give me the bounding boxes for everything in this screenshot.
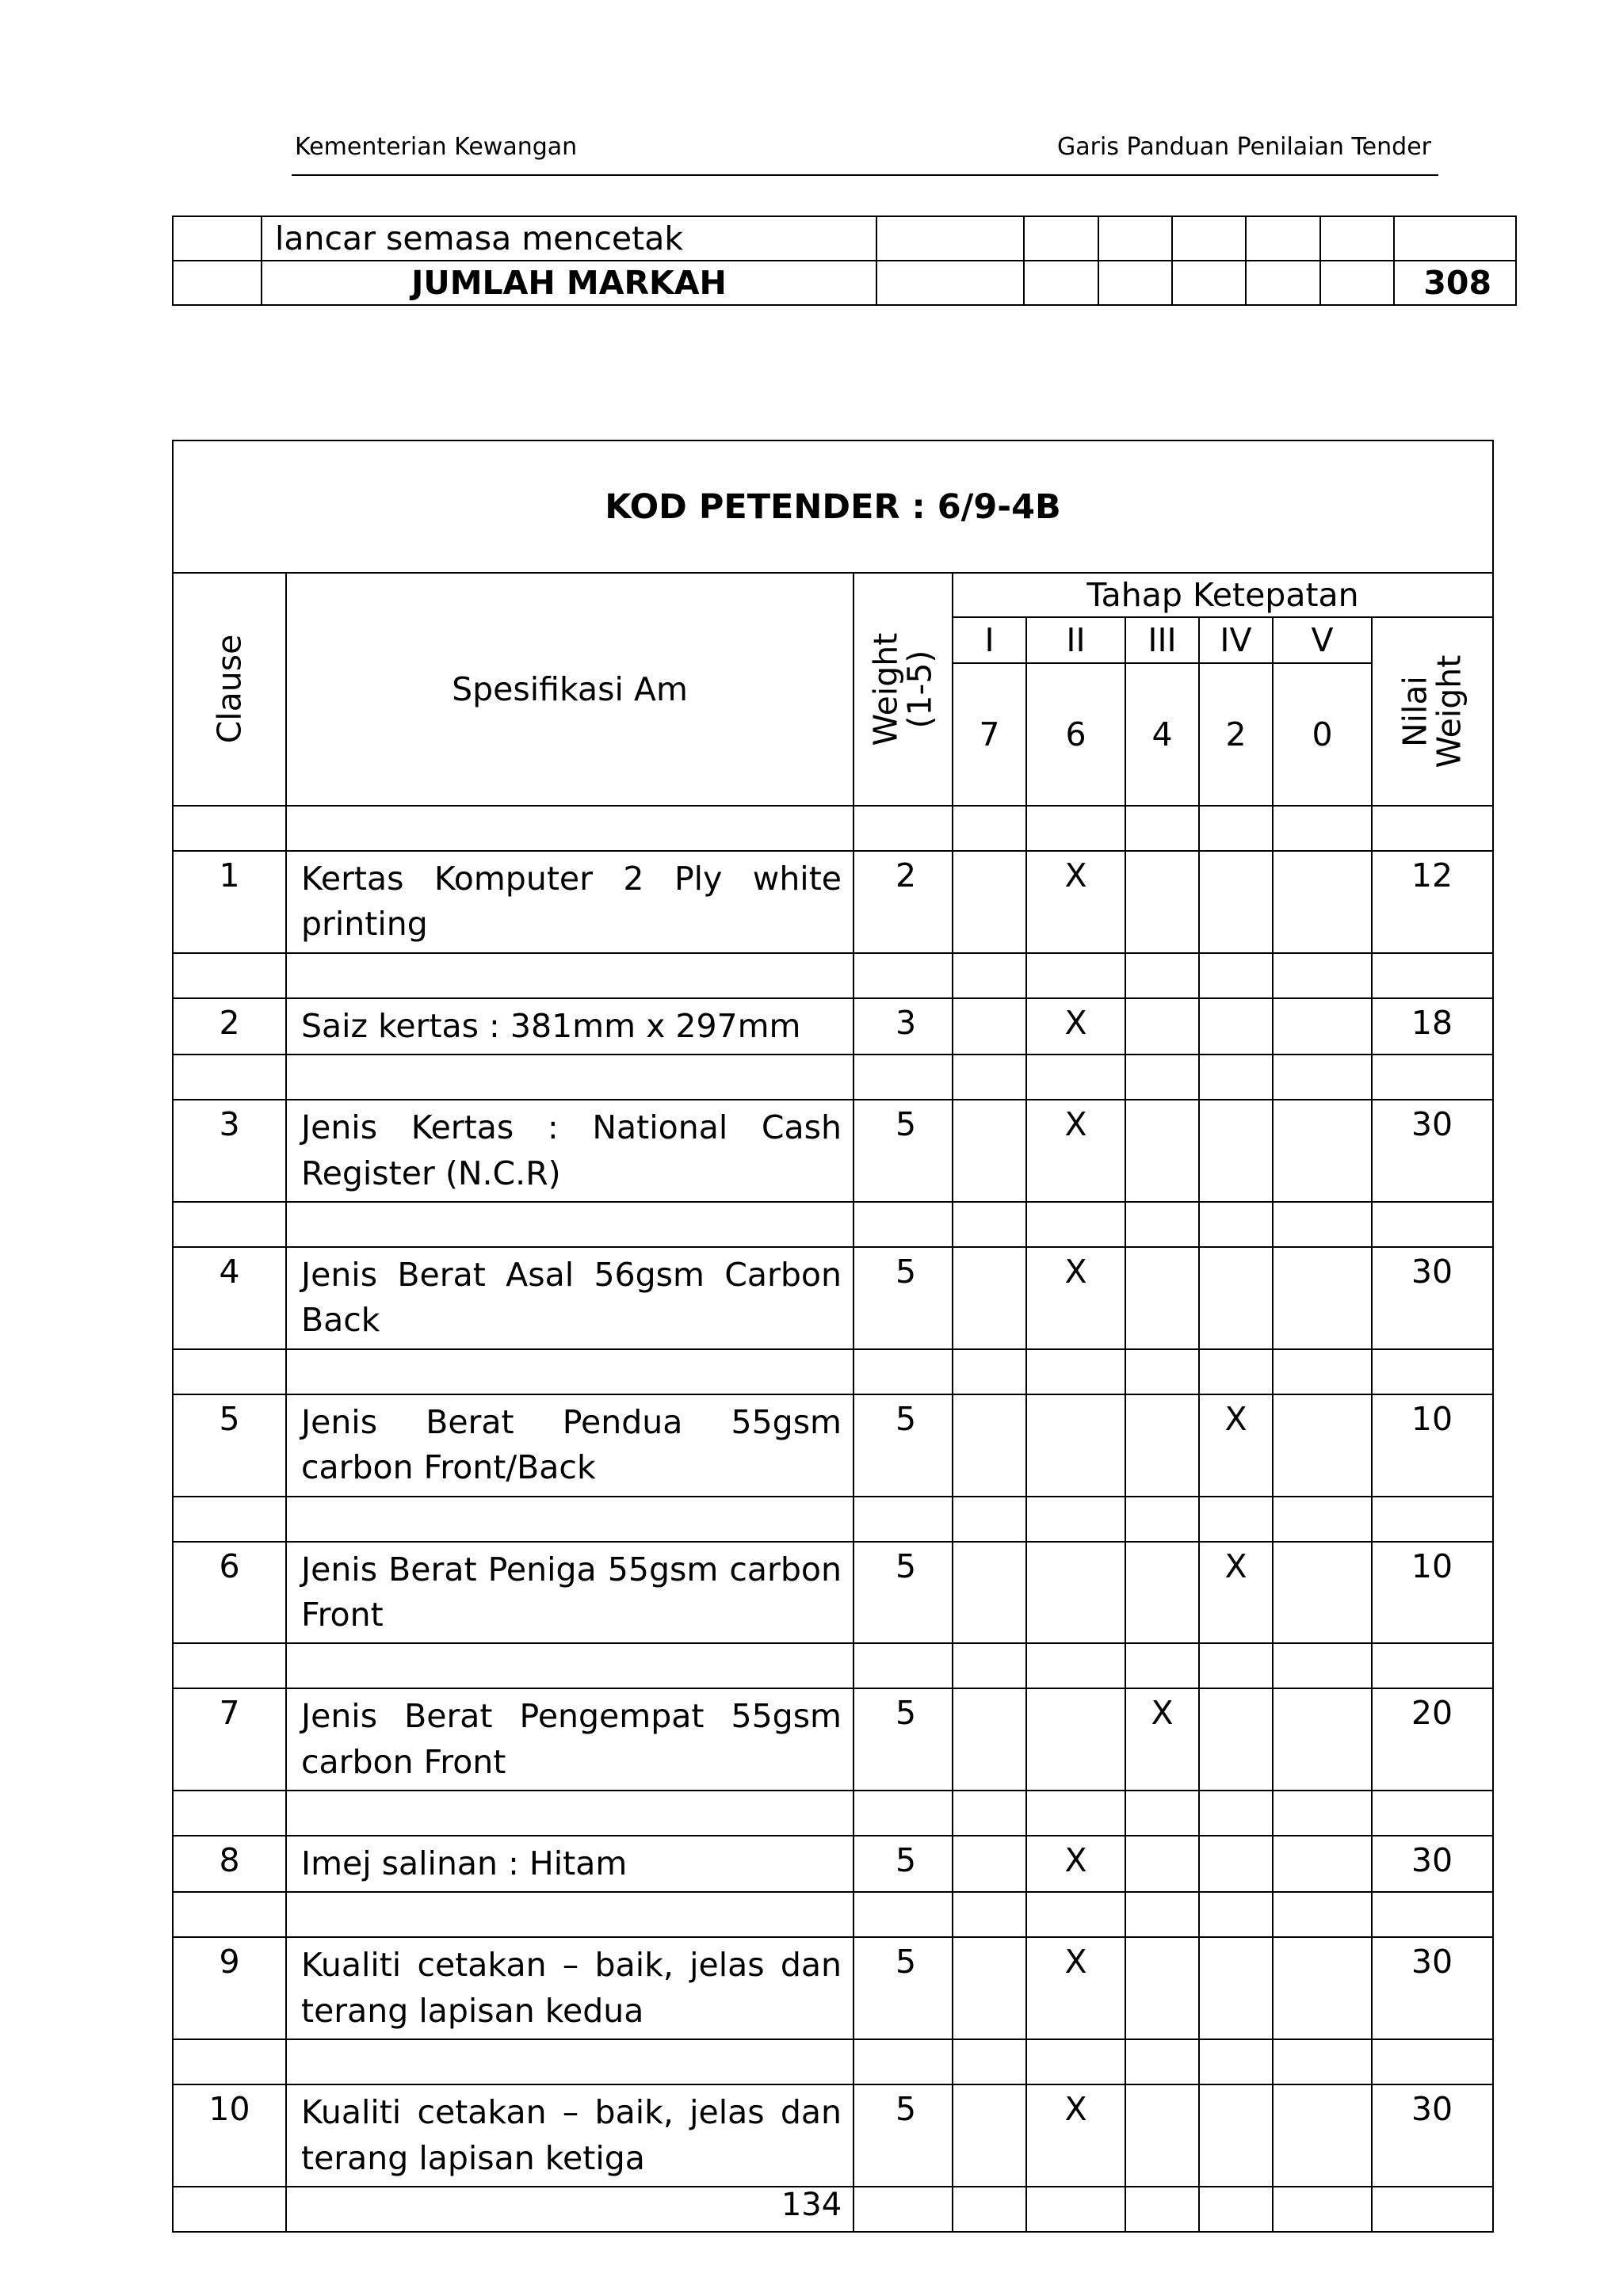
- clause-number: 6: [173, 1542, 286, 1644]
- summary-row-continuation: [173, 216, 1516, 261]
- level-ii: II: [1026, 617, 1125, 663]
- level-mark: [1199, 851, 1273, 953]
- nilai-value: 30: [1372, 1247, 1493, 1349]
- tahap-header: Tahap Ketepatan: [953, 573, 1493, 617]
- level-i: I: [953, 617, 1026, 663]
- weight-value: 5: [854, 1937, 953, 2039]
- weight-value: 5: [854, 2084, 953, 2187]
- clause-number: 5: [173, 1394, 286, 1497]
- header-document-title: Garis Panduan Penilaian Tender: [1057, 133, 1431, 161]
- weight-header: [854, 573, 953, 806]
- clause-header-label: Clause: [209, 635, 248, 744]
- spacer-row: [173, 1055, 1493, 1100]
- level-mark: [1199, 998, 1273, 1055]
- total-value: 308: [1394, 261, 1516, 305]
- table-row: [173, 1836, 1493, 1892]
- clause-number: 10: [173, 2084, 286, 2187]
- spacer-row: [173, 953, 1493, 998]
- level-mark: [1273, 1247, 1372, 1349]
- spec-text: Kualiti cetakan – baik, jelas dan terang lapisan ketiga: [286, 2084, 854, 2187]
- weight-value: 5: [854, 1542, 953, 1644]
- level-iv: IV: [1199, 617, 1273, 663]
- score-iv: 2: [1199, 663, 1273, 806]
- nilai-value: 10: [1372, 1394, 1493, 1497]
- weight-header-label: Weight (1-5): [866, 632, 939, 746]
- level-mark: [1125, 1394, 1199, 1497]
- summary-row-total: [173, 261, 1516, 305]
- level-mark: [1199, 1100, 1273, 1202]
- evaluation-table: [172, 440, 1494, 2233]
- level-mark: X: [1125, 1688, 1199, 1791]
- table-row: [173, 1247, 1493, 1349]
- score-v: 0: [1273, 663, 1372, 806]
- summary-table: [172, 215, 1517, 306]
- clause-number: 4: [173, 1247, 286, 1349]
- spec-text: Jenis Berat Pengempat 55gsm carbon Front: [286, 1688, 854, 1791]
- nilai-value: 30: [1372, 1836, 1493, 1892]
- weight-value: 5: [854, 1100, 953, 1202]
- spacer-row: [173, 1497, 1493, 1542]
- level-iii: III: [1125, 617, 1199, 663]
- table-row: [173, 2084, 1493, 2187]
- weight-value: 5: [854, 1836, 953, 1892]
- nilai-header-label: Nilai Weight: [1396, 654, 1468, 769]
- table-row: [173, 851, 1493, 953]
- spacer-row: [173, 1791, 1493, 1836]
- level-mark: [953, 1937, 1026, 2039]
- level-mark: [1273, 2084, 1372, 2187]
- level-mark: [1199, 1836, 1273, 1892]
- header-ministry: Kementerian Kewangan: [295, 133, 578, 161]
- table-row: [173, 1688, 1493, 1791]
- level-mark: [1199, 1688, 1273, 1791]
- spacer-row: [173, 2039, 1493, 2084]
- weight-value: 3: [854, 998, 953, 1055]
- spacer-row: [173, 1892, 1493, 1937]
- level-mark: [1273, 998, 1372, 1055]
- level-mark: X: [1026, 1836, 1125, 1892]
- nilai-value: 30: [1372, 1100, 1493, 1202]
- level-mark: [1273, 1100, 1372, 1202]
- clause-number: 7: [173, 1688, 286, 1791]
- level-mark: [1125, 1542, 1199, 1644]
- nilai-value: 30: [1372, 2084, 1493, 2187]
- level-mark: [1273, 1394, 1372, 1497]
- nilai-value: 30: [1372, 1937, 1493, 2039]
- clause-header: [173, 573, 286, 806]
- level-mark: [1273, 1836, 1372, 1892]
- page-number: 134: [781, 2187, 842, 2223]
- nilai-value: 10: [1372, 1542, 1493, 1644]
- table-row: [173, 1542, 1493, 1644]
- level-v: V: [1273, 617, 1372, 663]
- clause-number: 1: [173, 851, 286, 953]
- score-ii: 6: [1026, 663, 1125, 806]
- level-mark: [1199, 1937, 1273, 2039]
- spacer-row: [173, 1643, 1493, 1688]
- level-mark: [1273, 1937, 1372, 2039]
- weight-value: 5: [854, 1247, 953, 1349]
- table-row: [173, 1100, 1493, 1202]
- level-mark: X: [1199, 1542, 1273, 1644]
- evaluation-rows: [173, 806, 1493, 2232]
- level-mark: [953, 1542, 1026, 1644]
- level-mark: [953, 2084, 1026, 2187]
- level-mark: [953, 851, 1026, 953]
- table-title: KOD PETENDER : 6/9-4B: [173, 441, 1493, 573]
- nilai-header: [1372, 617, 1493, 806]
- nilai-value: 12: [1372, 851, 1493, 953]
- level-mark: [953, 1247, 1026, 1349]
- level-mark: X: [1026, 851, 1125, 953]
- level-mark: X: [1026, 998, 1125, 1055]
- table-row: [173, 1937, 1493, 2039]
- level-mark: [1273, 851, 1372, 953]
- level-mark: [1125, 851, 1199, 953]
- level-mark: [1125, 1937, 1199, 2039]
- level-mark: [953, 1836, 1026, 1892]
- spec-text: Jenis Kertas : National Cash Register (N.C.R): [286, 1100, 854, 1202]
- total-label: JUMLAH MARKAH: [262, 261, 876, 305]
- spec-text: Imej salinan : Hitam: [286, 1836, 854, 1892]
- score-i: 7: [953, 663, 1026, 806]
- level-mark: [1026, 1688, 1125, 1791]
- level-mark: X: [1026, 1247, 1125, 1349]
- level-mark: [1026, 1394, 1125, 1497]
- level-mark: [953, 998, 1026, 1055]
- clause-number: 3: [173, 1100, 286, 1202]
- level-mark: [953, 1394, 1026, 1497]
- spec-text: Saiz kertas : 381mm x 297mm: [286, 998, 854, 1055]
- table-row: [173, 998, 1493, 1055]
- continued-spec-text: lancar semasa mencetak: [262, 216, 876, 261]
- clause-number: 2: [173, 998, 286, 1055]
- spec-text: Kertas Komputer 2 Ply white printing: [286, 851, 854, 953]
- level-mark: X: [1026, 1937, 1125, 2039]
- spec-text: Jenis Berat Peniga 55gsm carbon Front: [286, 1542, 854, 1644]
- score-iii: 4: [1125, 663, 1199, 806]
- nilai-value: 20: [1372, 1688, 1493, 1791]
- level-mark: [1199, 2084, 1273, 2187]
- spacer-row: [173, 1349, 1493, 1394]
- weight-value: 5: [854, 1394, 953, 1497]
- level-mark: [953, 1688, 1026, 1791]
- weight-value: 5: [854, 1688, 953, 1791]
- level-mark: [1199, 1247, 1273, 1349]
- header-divider: [292, 174, 1438, 176]
- level-mark: [1125, 2084, 1199, 2187]
- clause-number: 9: [173, 1937, 286, 2039]
- spec-text: Jenis Berat Pendua 55gsm carbon Front/Back: [286, 1394, 854, 1497]
- spacer-row: [173, 1202, 1493, 1247]
- level-mark: [953, 1100, 1026, 1202]
- level-mark: X: [1199, 1394, 1273, 1497]
- spec-text: Jenis Berat Asal 56gsm Carbon Back: [286, 1247, 854, 1349]
- spec-header: Spesifikasi Am: [286, 573, 854, 806]
- level-mark: [1125, 1247, 1199, 1349]
- level-mark: [1125, 1100, 1199, 1202]
- spec-text: Kualiti cetakan – baik, jelas dan terang lapisan kedua: [286, 1937, 854, 2039]
- nilai-value: 18: [1372, 998, 1493, 1055]
- level-mark: [1273, 1542, 1372, 1644]
- table-row: [173, 1394, 1493, 1497]
- level-mark: [1273, 1688, 1372, 1791]
- level-mark: X: [1026, 1100, 1125, 1202]
- level-mark: [1125, 998, 1199, 1055]
- weight-value: 2: [854, 851, 953, 953]
- clause-number: 8: [173, 1836, 286, 1892]
- level-mark: X: [1026, 2084, 1125, 2187]
- level-mark: [1026, 1542, 1125, 1644]
- spacer-row: [173, 806, 1493, 851]
- level-mark: [1125, 1836, 1199, 1892]
